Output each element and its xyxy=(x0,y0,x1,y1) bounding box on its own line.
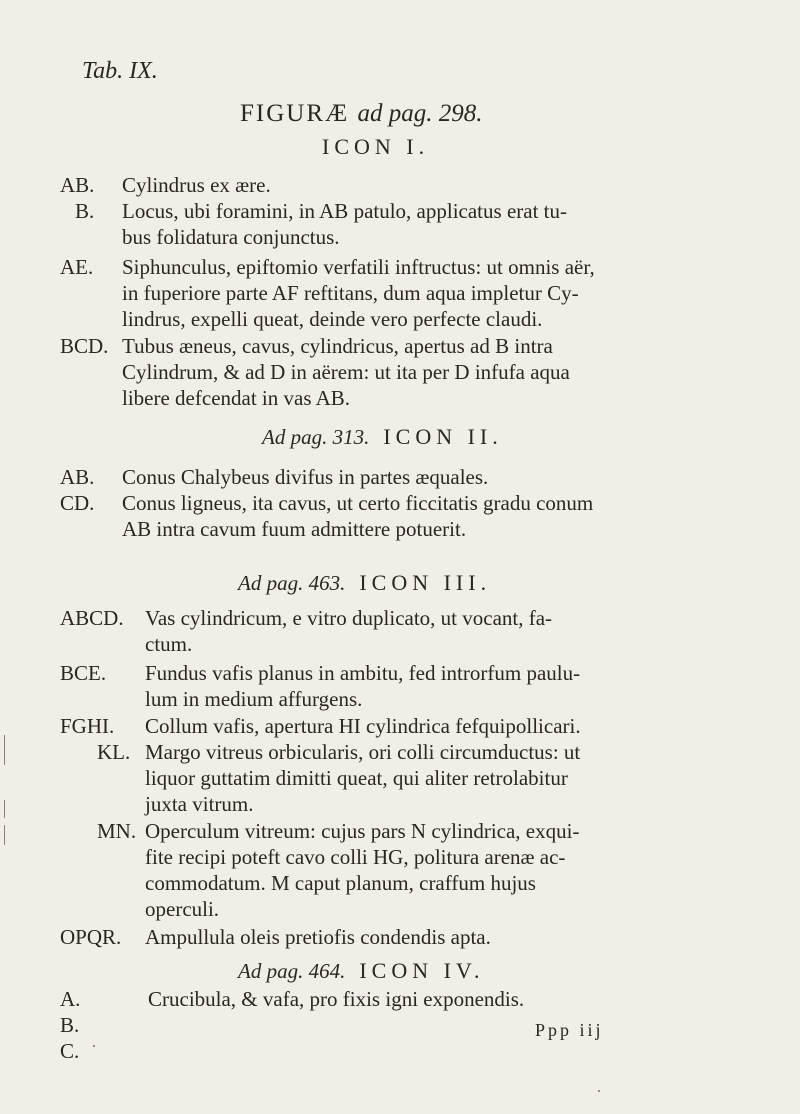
icon-2-title-text: ICON II. xyxy=(383,424,503,449)
icon-2-title xyxy=(262,424,503,450)
entry-line: Collum vafis, apertura HI cylindrica fefquipollicari. xyxy=(145,714,581,738)
entry-line: lum in medium affurgens. xyxy=(145,687,363,711)
entry-label: BCE. xyxy=(60,661,107,685)
paper-speck xyxy=(598,1090,600,1092)
figures-page-ref: ad pag. 298. xyxy=(357,100,483,127)
entry-line: AB intra cavum fuum admittere potuerit. xyxy=(122,517,467,541)
entry-line: Operculum vitreum: cujus pars N cylindrica, exqui- xyxy=(145,819,580,843)
entry-text xyxy=(145,739,580,817)
icon-1-title xyxy=(322,134,429,160)
figures-heading xyxy=(240,100,483,128)
entry-label: AB. xyxy=(60,465,95,489)
entry-text xyxy=(122,333,570,411)
paper-speck xyxy=(93,1045,95,1047)
entry-line: Locus, ubi foramini, in AB patulo, applicatus erat tu- xyxy=(122,199,567,223)
entry-line: Ampullula oleis pretiofis condendis apta. xyxy=(145,925,491,949)
entry-line: juxta vitrum. xyxy=(145,792,254,816)
entry-line: bus folidatura conjunctus. xyxy=(122,225,340,249)
entry-text xyxy=(122,172,271,198)
icon-4-title xyxy=(238,958,484,984)
entry-line: Fundus vafis planus in ambitu, fed introrfum paulu- xyxy=(145,661,581,685)
signature-mark: Ppp iij xyxy=(535,1020,604,1040)
entry-label: KL. xyxy=(97,740,131,764)
entry-line: commodatum. M caput planum, craffum hujus xyxy=(145,871,536,895)
entry-line: in fuperiore parte AF reftitans, dum aqua impletur Cy- xyxy=(122,281,579,305)
entry-line: Cylindrum, & ad D in aërem: ut ita per D infufa aqua xyxy=(122,360,570,384)
icon-3-title xyxy=(238,570,491,596)
margin-line xyxy=(4,800,5,818)
entry-text xyxy=(122,464,488,490)
entry-label: CD. xyxy=(60,491,95,515)
icon-1-title-text: ICON I. xyxy=(322,134,430,159)
margin-line xyxy=(4,735,5,765)
entry-label: AB. xyxy=(60,173,95,197)
entry-label: AE. xyxy=(60,255,94,279)
entry-line: lindrus, expelli queat, deinde vero perfecte claudi. xyxy=(122,307,543,331)
plate-number: Tab. IX. xyxy=(82,58,158,84)
entry-line: Vas cylindricum, e vitro duplicato, ut vocant, fa- xyxy=(145,606,553,630)
entry-label: MN. xyxy=(97,819,137,843)
entry-text xyxy=(145,713,581,739)
icon-3-page-ref: Ad pag. 463. xyxy=(238,571,346,595)
icon-4-title-text: ICON IV. xyxy=(359,958,485,983)
entry-label: BCD. xyxy=(60,334,109,358)
entry-text xyxy=(145,924,491,950)
entry-text xyxy=(145,660,580,712)
entry-text xyxy=(145,818,579,922)
figures-title: FIGURÆ xyxy=(240,100,350,127)
entry-text xyxy=(122,254,595,332)
entry-line: Margo vitreus orbicularis, ori colli circumductus: ut xyxy=(145,740,581,764)
entry-line: liquor guttatim dimitti queat, qui aliter retrolabitur xyxy=(145,766,568,790)
entry-text xyxy=(122,198,567,250)
entry-label: OPQR. xyxy=(60,925,122,949)
icon-4-page-ref: Ad pag. 464. xyxy=(238,959,346,983)
entry-label: FGHI. xyxy=(60,714,115,738)
entry-label: B. xyxy=(75,199,95,223)
entry-line: fite recipi poteft cavo colli HG, politura arenæ ac- xyxy=(145,845,566,869)
entry-text xyxy=(122,490,593,542)
entry-line: Siphunculus, epiftomio verfatili inftructus: ut omnis aër, xyxy=(122,255,595,279)
entry-line: ctum. xyxy=(145,632,193,656)
entry-line: Conus Chalybeus divifus in partes æquales. xyxy=(122,465,489,489)
entry-line: operculi. xyxy=(145,897,220,921)
entry-label: ABCD. xyxy=(60,606,124,630)
entry-line: Conus ligneus, ita cavus, ut certo ficcitatis gradu conum xyxy=(122,491,594,515)
entry-line: Crucibula, & vafa, pro fixis igni exponendis. xyxy=(148,987,525,1011)
icon-2-page-ref: Ad pag. 313. xyxy=(262,425,370,449)
entry-text xyxy=(145,605,552,657)
entry-line: Tubus æneus, cavus, cylindricus, apertus ad B intra xyxy=(122,334,553,358)
entry-line: libere defcendat in vas AB. xyxy=(122,386,351,410)
entry-line: Cylindrus ex ære. xyxy=(122,173,271,197)
entry-label: A. B. C. xyxy=(60,987,81,1063)
icon-3-title-text: ICON III. xyxy=(359,570,492,595)
entry-text xyxy=(148,986,524,1012)
margin-line xyxy=(4,825,5,845)
